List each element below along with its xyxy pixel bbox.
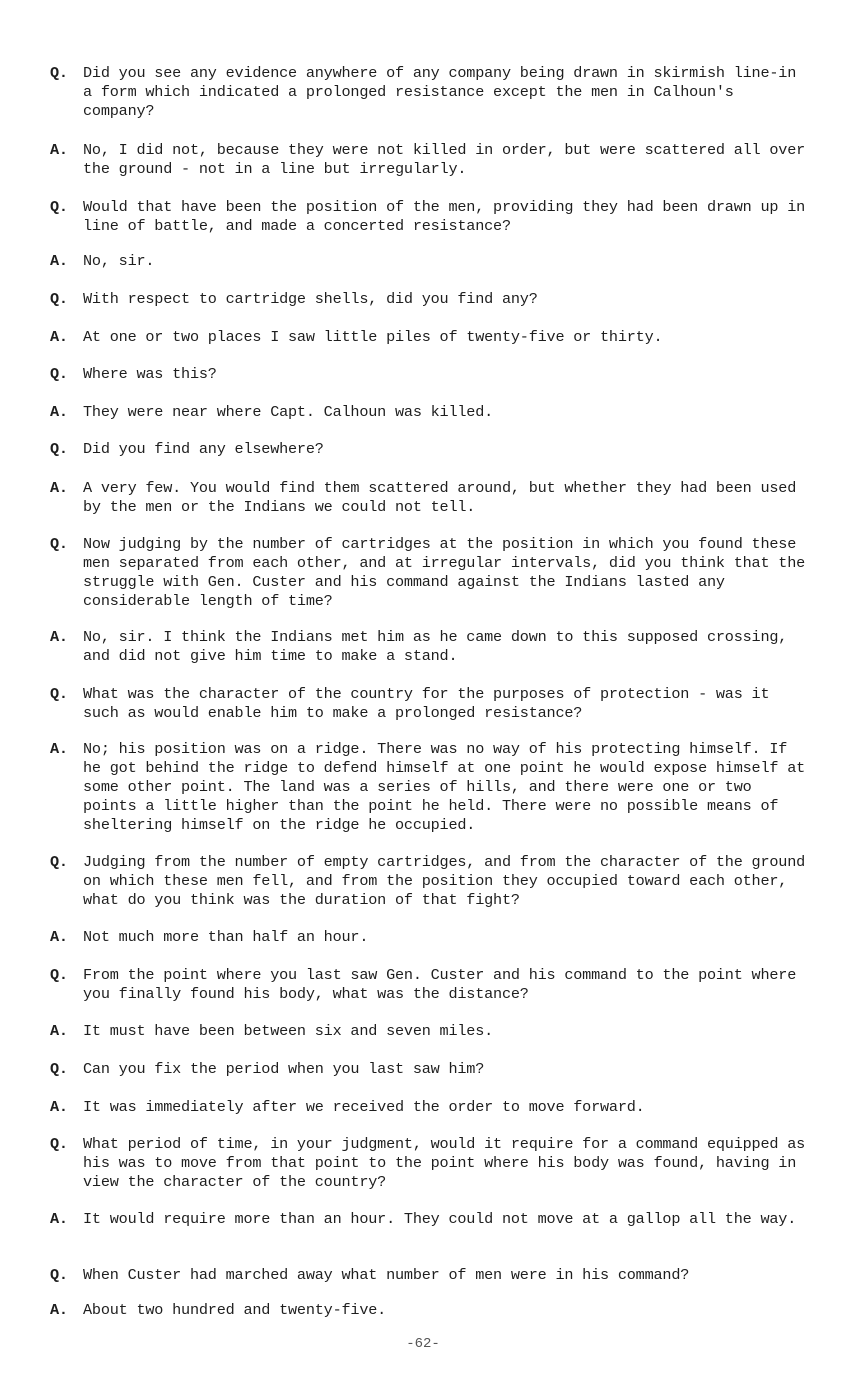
entry-tag: Q. — [50, 966, 68, 984]
answer-entry — [50, 1098, 810, 1117]
answer-entry — [50, 1301, 810, 1320]
entry-tag: A. — [50, 928, 68, 946]
answer-entry — [50, 141, 810, 179]
entry-tag: Q. — [50, 1060, 68, 1078]
question-entry — [50, 290, 810, 309]
entry-text: No; his position was on a ridge. There was no way of his protecting himself. If he got behind the ridge to defend himself at one point he would expose himself at some other point. The land was a series of hills, and there were one or two points a little higher than the point he held. There were no possible means of sheltering himself on the ridge he occupied. — [83, 740, 806, 834]
entry-tag: A. — [50, 479, 68, 497]
entry-tag: A. — [50, 1210, 68, 1228]
entry-text: Judging from the number of empty cartridges, and from the character of the ground on which these men fell, and from the position they occupied toward each other, what do you think was the duration of that fight? — [83, 853, 806, 909]
entry-tag: A. — [50, 628, 68, 646]
answer-entry — [50, 628, 810, 666]
entry-tag: Q. — [50, 1135, 68, 1153]
entry-text: What was the character of the country for the purposes of protection - was it such as would enable him to make a prolonged resistance? — [83, 685, 770, 722]
entry-text: It was immediately after we received the order to move forward. — [83, 1098, 645, 1116]
entry-text: About two hundred and twenty-five. — [83, 1301, 387, 1319]
answer-entry — [50, 1210, 810, 1229]
question-entry — [50, 198, 810, 236]
entry-text: No, I did not, because they were not killed in order, but were scattered all over the ground - not in a line but irregularly. — [83, 141, 806, 178]
answer-entry — [50, 328, 810, 347]
entry-text: Did you find any elsewhere? — [83, 440, 324, 458]
question-entry — [50, 535, 810, 611]
answer-entry — [50, 479, 810, 517]
entry-text: At one or two places I saw little piles of twenty-five or thirty. — [83, 328, 663, 346]
entry-text: Now judging by the number of cartridges at the position in which you found these men separated from each other, and at irregular intervals, did you think that the struggle with Gen. Custer and his command against the Indians lasted any considerable length of time? — [83, 535, 806, 610]
entry-text: What period of time, in your judgment, would it require for a command equipped as his was to move from that point to the point where his body was found, having in view the character of the country? — [83, 1135, 806, 1191]
entry-text: Where was this? — [83, 365, 217, 383]
entry-tag: A. — [50, 252, 68, 270]
question-entry — [50, 1135, 810, 1192]
entry-tag: Q. — [50, 1266, 68, 1284]
entry-tag: Q. — [50, 365, 68, 383]
entry-tag: Q. — [50, 440, 68, 458]
question-entry — [50, 64, 810, 121]
entry-tag: Q. — [50, 535, 68, 553]
answer-entry — [50, 928, 810, 947]
question-entry — [50, 1266, 810, 1285]
entry-tag: A. — [50, 403, 68, 421]
entry-text: Would that have been the position of the men, providing they had been drawn up in line of battle, and made a concerted resistance? — [83, 198, 806, 235]
entry-tag: A. — [50, 1301, 68, 1319]
entry-tag: Q. — [50, 64, 68, 82]
entry-tag: Q. — [50, 685, 68, 703]
entry-text: Did you see any evidence anywhere of any company being drawn in skirmish line-in a form which indicated a prolonged resistance except the men in Calhoun's company? — [83, 64, 797, 120]
question-entry — [50, 1060, 810, 1079]
entry-text: From the point where you last saw Gen. Custer and his command to the point where you finally found his body, what was the distance? — [83, 966, 797, 1003]
entry-text: They were near where Capt. Calhoun was killed. — [83, 403, 494, 421]
entry-text: Can you fix the period when you last saw him? — [83, 1060, 485, 1078]
answer-entry — [50, 740, 810, 835]
question-entry — [50, 365, 810, 384]
question-entry — [50, 440, 810, 459]
entry-text: When Custer had marched away what number of men were in his command? — [83, 1266, 690, 1284]
question-entry — [50, 685, 810, 723]
entry-tag: A. — [50, 1022, 68, 1040]
entry-tag: A. — [50, 1098, 68, 1116]
entry-text: A very few. You would find them scattered around, but whether they had been used by the men or the Indians we could not tell. — [83, 479, 797, 516]
entry-text: With respect to cartridge shells, did you find any? — [83, 290, 538, 308]
entry-text: No, sir. — [83, 252, 155, 270]
entry-tag: A. — [50, 328, 68, 346]
entry-tag: Q. — [50, 853, 68, 871]
entry-text: It would require more than an hour. They could not move at a gallop all the way. — [83, 1210, 797, 1228]
entry-text: Not much more than half an hour. — [83, 928, 369, 946]
answer-entry — [50, 252, 810, 271]
entry-text: It must have been between six and seven miles. — [83, 1022, 494, 1040]
answer-entry — [50, 1022, 810, 1041]
question-entry — [50, 853, 810, 910]
entry-tag: Q. — [50, 290, 68, 308]
page-number: -62- — [406, 1336, 440, 1352]
entry-tag: Q. — [50, 198, 68, 216]
question-entry — [50, 966, 810, 1004]
entry-tag: A. — [50, 141, 68, 159]
entry-tag: A. — [50, 740, 68, 758]
entry-text: No, sir. I think the Indians met him as he came down to this supposed crossing, and did not give him time to make a stand. — [83, 628, 788, 665]
answer-entry — [50, 403, 810, 422]
